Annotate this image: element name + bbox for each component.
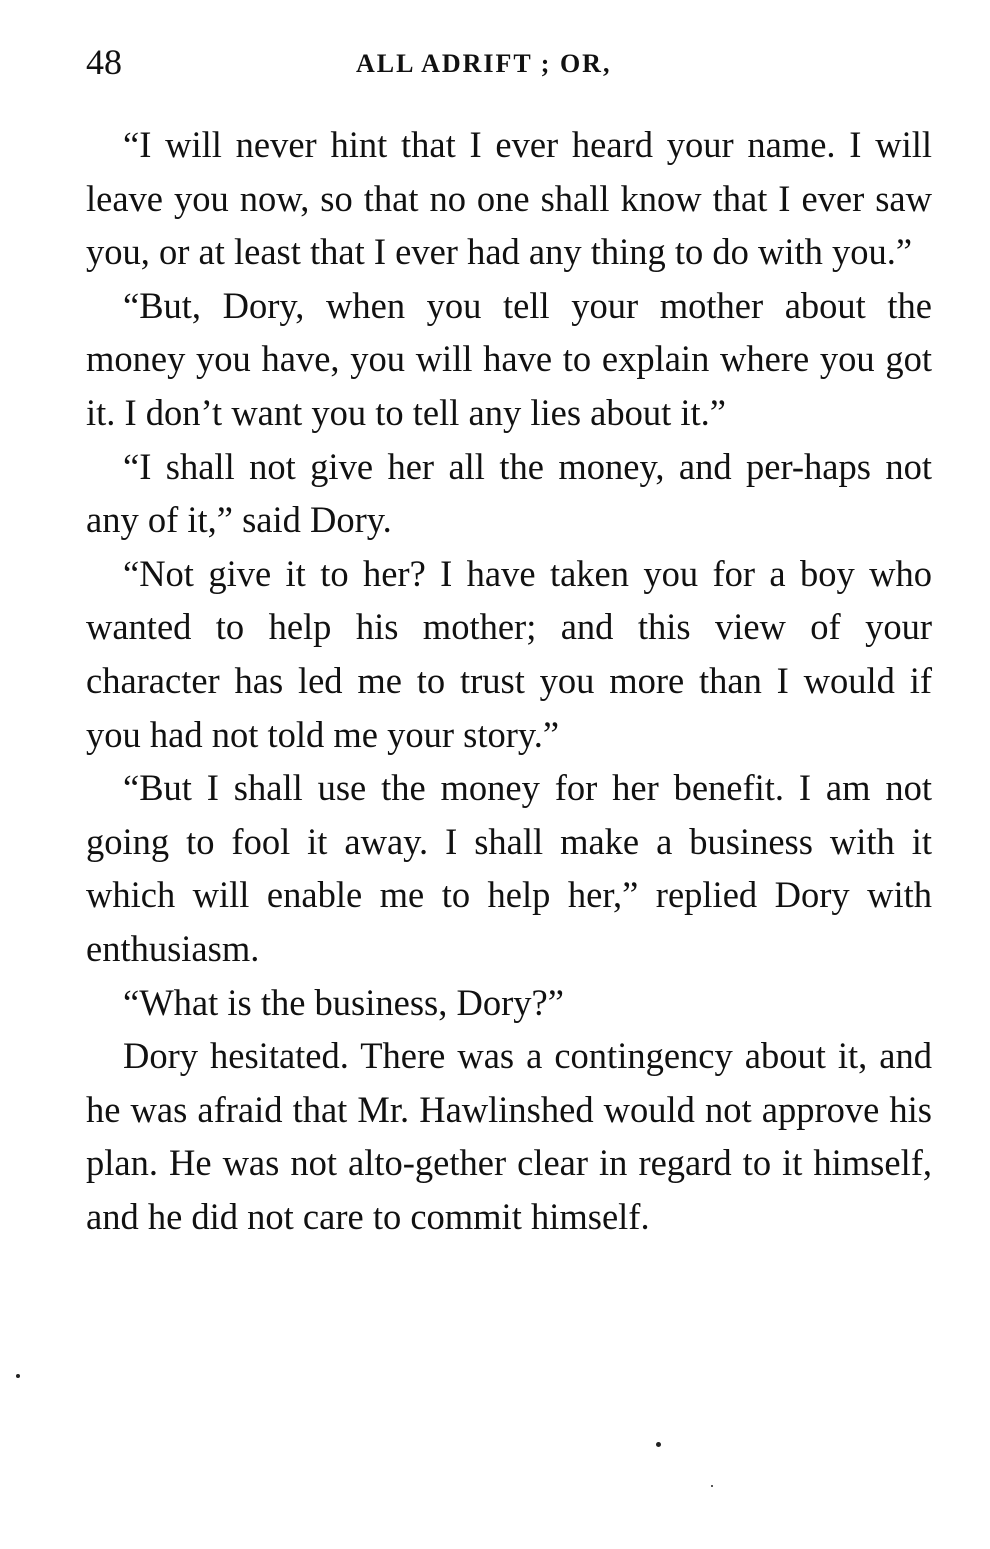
body-text bbox=[86, 118, 932, 1243]
running-title: ALL ADRIFT ; OR, bbox=[356, 49, 612, 78]
paragraph: “Not give it to her? I have taken you for a boy who wanted to help his mother; and this view of your character has led me to trust you more than I would if you had not told me your story.” bbox=[86, 552, 932, 755]
paragraph: “But I shall use the money for her benefit. I am not going to fool it away. I shall make a business with it which will enable me to help her,” replied Dory with enthusiasm. bbox=[86, 767, 932, 969]
ink-speck bbox=[16, 1374, 20, 1378]
paragraph: “I shall not give her all the money, and per-haps not any of it,” said Dory. bbox=[86, 445, 932, 541]
paragraph: “I will never hint that I ever heard your name. I will leave you now, so that no one shall know that I ever saw you, or at least that I ever had any thing to do with you.” bbox=[86, 124, 932, 273]
running-head bbox=[86, 40, 932, 84]
ink-speck bbox=[711, 1485, 713, 1487]
page-number: 48 bbox=[86, 42, 122, 82]
paragraph: Dory hesitated. There was a contingency about it, and he was afraid that Mr. Hawlinshed would not approve his plan. He was not alto-gether clear in regard to it himself, and he did not care to commit himself. bbox=[86, 1035, 932, 1237]
paragraph: “But, Dory, when you tell your mother about the money you have, you will have to explain where you got it. I don’t want you to tell any lies about it.” bbox=[86, 284, 932, 433]
ink-speck bbox=[656, 1442, 661, 1447]
paragraph: “What is the business, Dory?” bbox=[123, 981, 564, 1023]
